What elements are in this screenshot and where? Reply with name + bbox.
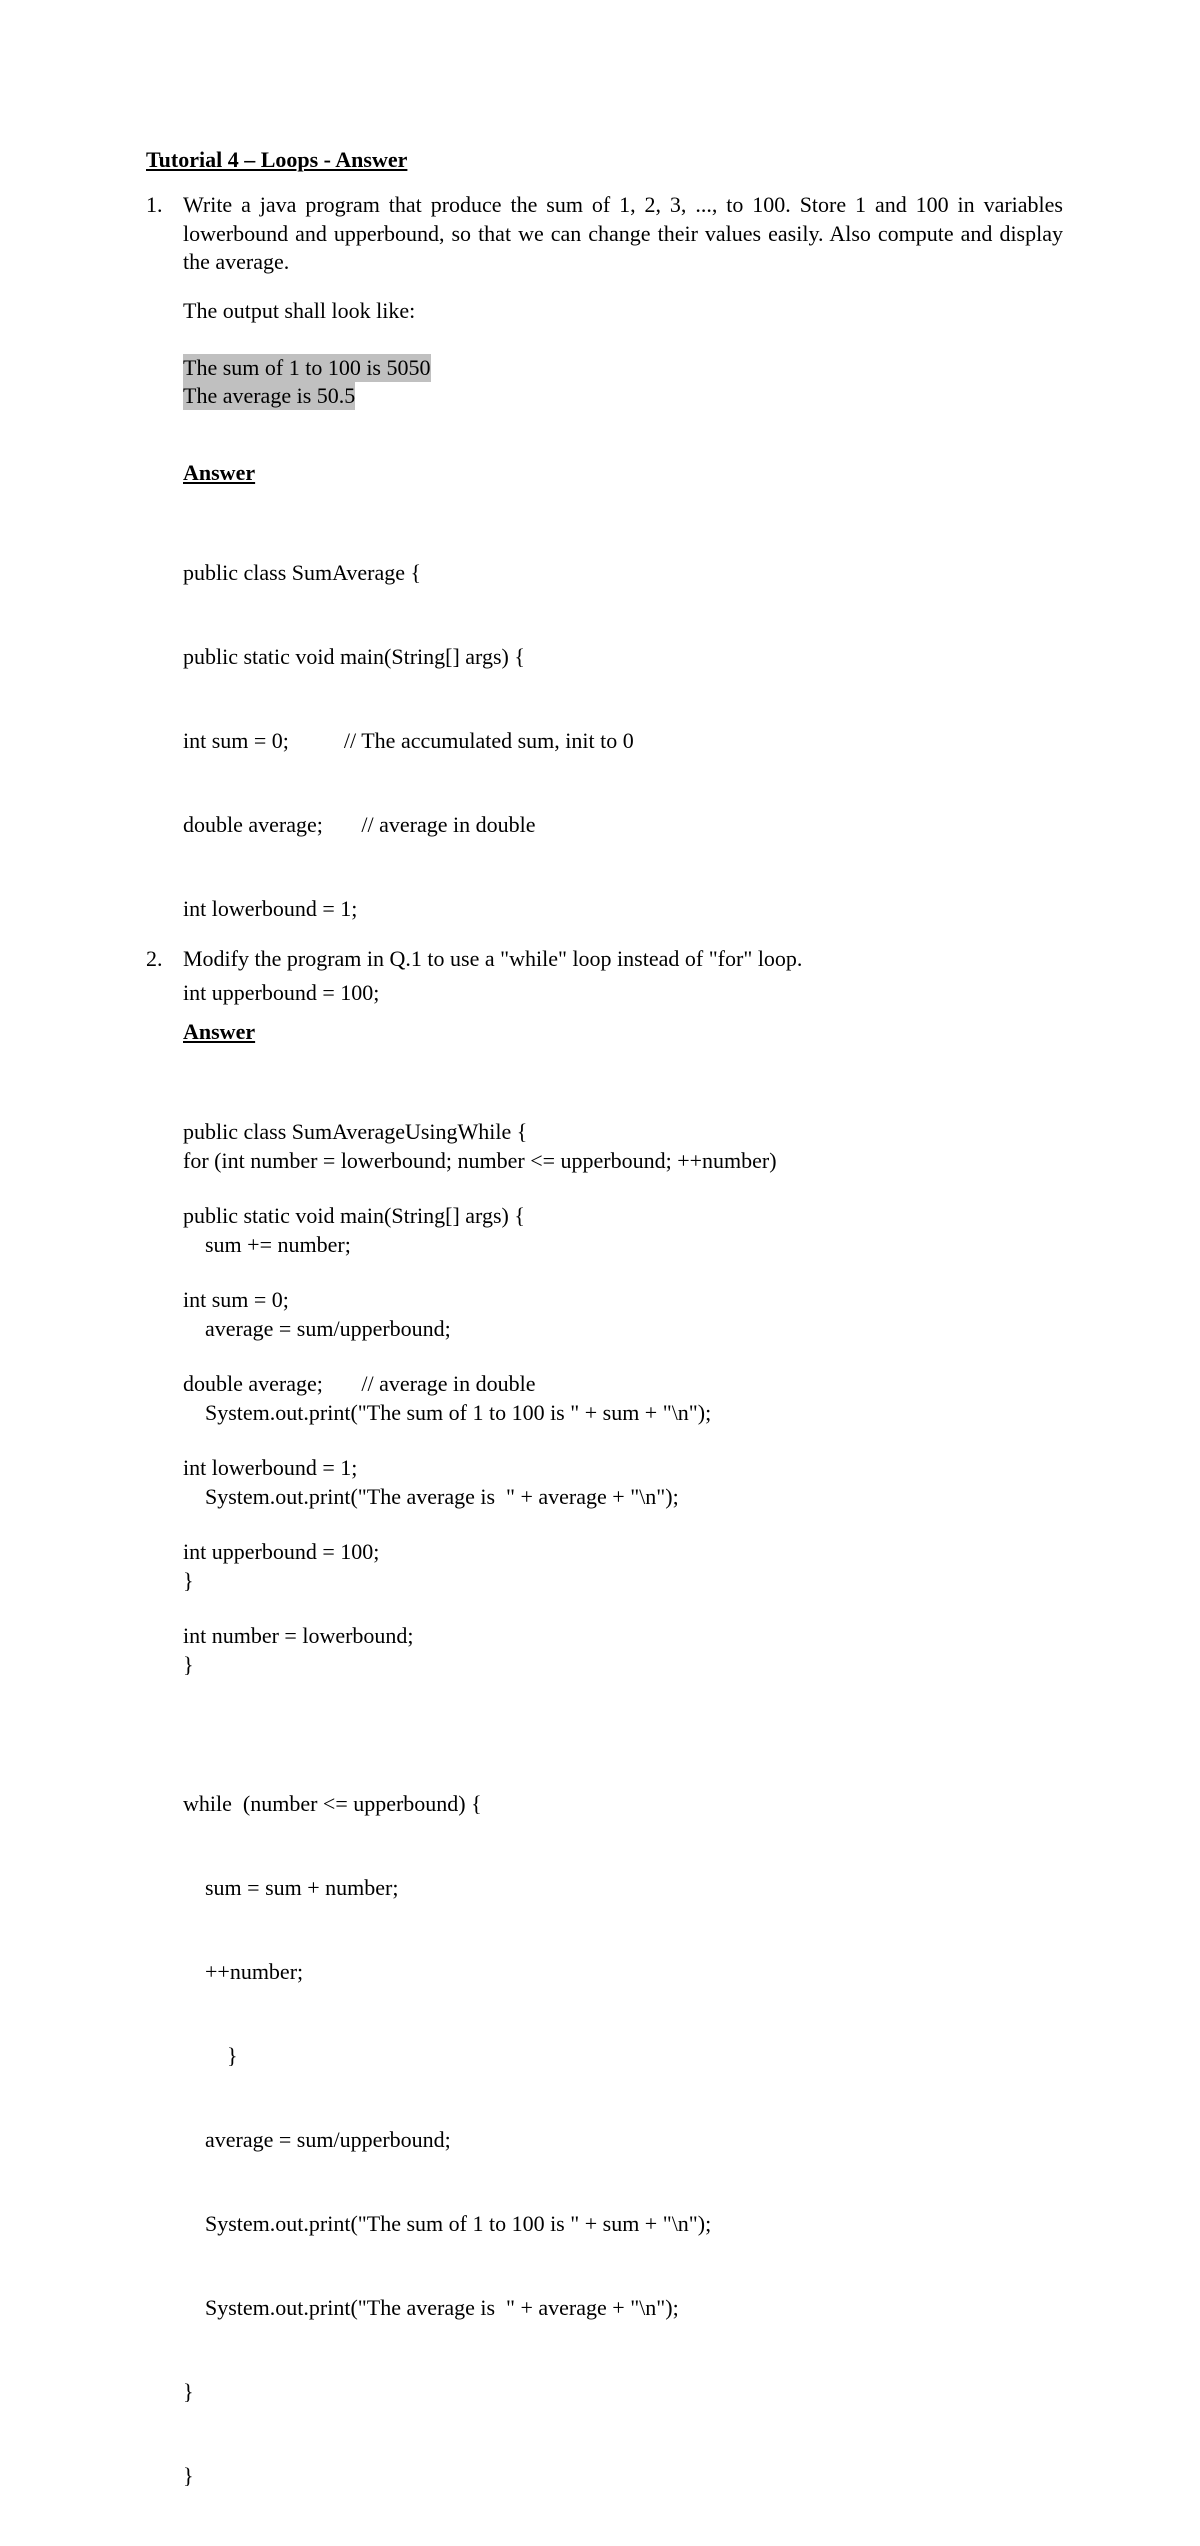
code-line: } (183, 2043, 238, 2068)
question-2-answer-label: Answer (183, 1019, 256, 1044)
code-line: ++number; (183, 1959, 304, 1984)
code-line: int sum = 0; (183, 1287, 289, 1312)
code-line: int lowerbound = 1; (183, 896, 358, 921)
code-line: System.out.print("The sum of 1 to 100 is " + sum + "\n"); (183, 2211, 712, 2236)
code-line: public static void main(String[] args) { (183, 1203, 525, 1228)
code-line: int lowerbound = 1; (183, 1455, 358, 1480)
question-1-text: Write a java program that produce the sum of 1, 2, 3, ..., to 100. Store 1 and 100 in variables lowerbound and upperbound, so that we can change their values easily. Also compute and display the average. (183, 192, 1063, 274)
sample-output-line: The average is 50.5 (183, 383, 356, 408)
code-line: } (183, 2463, 194, 2488)
code-line: sum = sum + number; (183, 1875, 399, 1900)
code-line: } (183, 2379, 194, 2404)
question-2-text: Modify the program in Q.1 to use a "while" loop instead of "for" loop. (183, 946, 803, 971)
question-1-sample-output (183, 354, 431, 410)
code-line: public static void main(String[] args) { (183, 644, 525, 669)
code-line: int upperbound = 100; (183, 1539, 380, 1564)
code-line: public class SumAverage { (183, 560, 422, 585)
code-line: System.out.print("The sum of 1 to 100 is " + sum + "\n"); (183, 1400, 712, 1425)
code-line: average = sum/upperbound; (183, 2127, 451, 2152)
document-title: Tutorial 4 – Loops - Answer (146, 147, 408, 172)
sample-output-line: The sum of 1 to 100 is 5050 (183, 355, 431, 380)
code-line: int number = lowerbound; (183, 1623, 414, 1648)
code-line: double average; // average in double (183, 812, 536, 837)
code-line: int sum = 0; // The accumulated sum, init to 0 (183, 728, 634, 753)
code-line: int upperbound = 100; (183, 980, 380, 1005)
code-line (183, 1706, 711, 1734)
code-line: public class SumAverageUsingWhile { (183, 1119, 528, 1144)
code-line: sum += number; (183, 1232, 351, 1257)
code-line: for (int number = lowerbound; number <= upperbound; ++number) (183, 1148, 777, 1173)
code-line: } (183, 1652, 194, 1677)
code-line: average = sum/upperbound; (183, 1316, 451, 1341)
question-2-code-block (183, 1062, 711, 2546)
code-line: while (number <= upperbound) { (183, 1791, 482, 1816)
question-1-answer-label: Answer (183, 460, 256, 485)
code-line: double average; // average in double (183, 1371, 536, 1396)
code-line: } (183, 1568, 194, 1593)
question-1-number: 1. (146, 192, 163, 217)
question-2-number: 2. (146, 946, 163, 971)
code-line: System.out.print("The average is " + average + "\n"); (183, 1484, 679, 1509)
code-line: System.out.print("The average is " + average + "\n"); (183, 2295, 679, 2320)
question-1-output-intro: The output shall look like: (183, 298, 416, 323)
